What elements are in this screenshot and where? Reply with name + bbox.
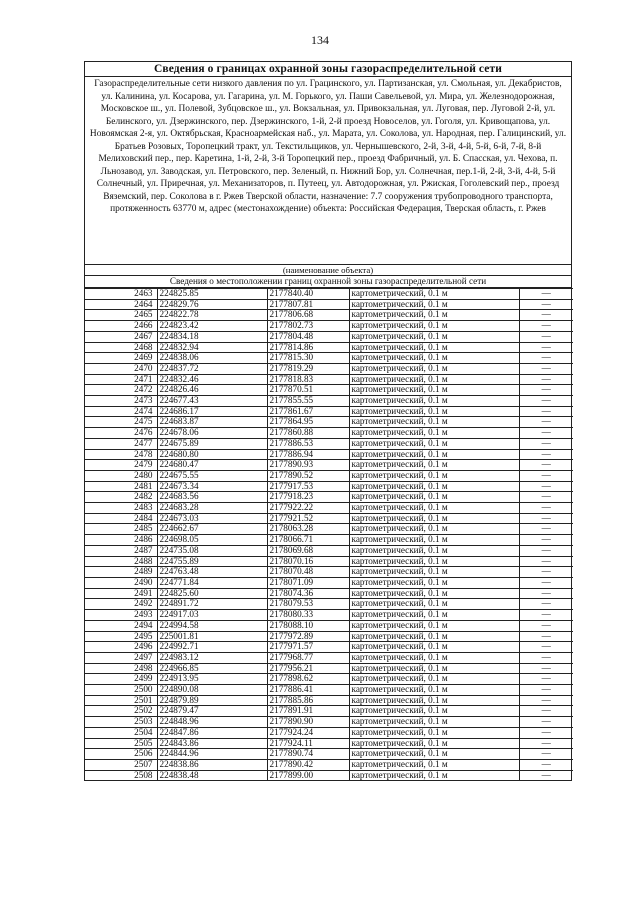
- location-subtitle: Сведения о местоположении границ охранной зоны газораспределительной сети: [85, 276, 571, 288]
- dash-cell: —: [519, 610, 573, 621]
- table-row: [85, 567, 573, 578]
- dash-cell: —: [519, 588, 573, 599]
- table-row: [85, 663, 573, 674]
- dash-cell: —: [519, 695, 573, 706]
- table-row: [85, 577, 573, 588]
- point-number: 2465: [85, 310, 157, 321]
- method-cell: картометрический, 0.1 м: [349, 535, 519, 546]
- point-number: 2466: [85, 321, 157, 332]
- method-cell: картометрический, 0.1 м: [349, 759, 519, 770]
- dash-cell: —: [519, 299, 573, 310]
- coord-y: 2177802.73: [267, 321, 349, 332]
- point-number: 2495: [85, 631, 157, 642]
- dash-cell: —: [519, 631, 573, 642]
- coord-x: 224675.55: [157, 470, 267, 481]
- dash-cell: —: [519, 738, 573, 749]
- dash-cell: —: [519, 310, 573, 321]
- point-number: 2468: [85, 342, 157, 353]
- table-row: [85, 717, 573, 728]
- table-row: [85, 706, 573, 717]
- coord-y: 2177891.91: [267, 706, 349, 717]
- coord-y: 2177886.53: [267, 438, 349, 449]
- method-cell: картометрический, 0.1 м: [349, 374, 519, 385]
- method-cell: картометрический, 0.1 м: [349, 706, 519, 717]
- point-number: 2498: [85, 663, 157, 674]
- method-cell: картометрический, 0.1 м: [349, 310, 519, 321]
- method-cell: картометрический, 0.1 м: [349, 717, 519, 728]
- coord-x: 224847.86: [157, 727, 267, 738]
- coord-x: 224879.89: [157, 695, 267, 706]
- dash-cell: —: [519, 759, 573, 770]
- point-number: 2479: [85, 460, 157, 471]
- dash-cell: —: [519, 545, 573, 556]
- dash-cell: —: [519, 749, 573, 760]
- table-row: [85, 299, 573, 310]
- coord-y: 2177956.21: [267, 663, 349, 674]
- table-row: [85, 289, 573, 300]
- coord-y: 2177840.40: [267, 289, 349, 300]
- coord-y: 2177819.29: [267, 363, 349, 374]
- coord-y: 2177898.62: [267, 674, 349, 685]
- table-row: [85, 331, 573, 342]
- table-row: [85, 685, 573, 696]
- table-row: [85, 310, 573, 321]
- table-row: [85, 481, 573, 492]
- table-row: [85, 599, 573, 610]
- point-number: 2503: [85, 717, 157, 728]
- dash-cell: —: [519, 438, 573, 449]
- table-row: [85, 642, 573, 653]
- table-row: [85, 321, 573, 332]
- point-number: 2491: [85, 588, 157, 599]
- coord-y: 2177924.24: [267, 727, 349, 738]
- dash-cell: —: [519, 503, 573, 514]
- table-row: [85, 385, 573, 396]
- coordinates-table-body: [85, 289, 573, 781]
- point-number: 2485: [85, 524, 157, 535]
- coord-y: 2177818.83: [267, 374, 349, 385]
- method-cell: картометрический, 0.1 м: [349, 567, 519, 578]
- point-number: 2505: [85, 738, 157, 749]
- dash-cell: —: [519, 717, 573, 728]
- point-number: 2477: [85, 438, 157, 449]
- table-row: [85, 363, 573, 374]
- method-cell: картометрический, 0.1 м: [349, 588, 519, 599]
- coord-y: 2177890.74: [267, 749, 349, 760]
- point-number: 2487: [85, 545, 157, 556]
- method-cell: картометрический, 0.1 м: [349, 503, 519, 514]
- coord-x: 224879.47: [157, 706, 267, 717]
- point-number: 2463: [85, 289, 157, 300]
- table-row: [85, 503, 573, 514]
- coord-x: 224966.85: [157, 663, 267, 674]
- table-row: [85, 513, 573, 524]
- table-row: [85, 428, 573, 439]
- coord-x: 224673.03: [157, 513, 267, 524]
- point-number: 2464: [85, 299, 157, 310]
- dash-cell: —: [519, 481, 573, 492]
- method-cell: картометрический, 0.1 м: [349, 470, 519, 481]
- coord-x: 224735.08: [157, 545, 267, 556]
- coord-y: 2177860.88: [267, 428, 349, 439]
- dash-cell: —: [519, 577, 573, 588]
- coord-x: 224662.67: [157, 524, 267, 535]
- dash-cell: —: [519, 428, 573, 439]
- point-number: 2502: [85, 706, 157, 717]
- coord-x: 224917.03: [157, 610, 267, 621]
- coord-x: 224832.46: [157, 374, 267, 385]
- point-number: 2504: [85, 727, 157, 738]
- coord-y: 2178070.16: [267, 556, 349, 567]
- method-cell: картометрический, 0.1 м: [349, 652, 519, 663]
- coord-y: 2178069.68: [267, 545, 349, 556]
- dash-cell: —: [519, 663, 573, 674]
- coord-y: 2178063.28: [267, 524, 349, 535]
- table-row: [85, 588, 573, 599]
- dash-cell: —: [519, 513, 573, 524]
- dash-cell: —: [519, 449, 573, 460]
- coord-x: 224983.12: [157, 652, 267, 663]
- table-row: [85, 620, 573, 631]
- coord-x: 224838.06: [157, 353, 267, 364]
- coord-y: 2177924.11: [267, 738, 349, 749]
- page-number: 134: [311, 33, 329, 47]
- point-number: 2478: [85, 449, 157, 460]
- coord-x: 224763.48: [157, 567, 267, 578]
- coord-y: 2177870.51: [267, 385, 349, 396]
- dash-cell: —: [519, 321, 573, 332]
- coord-y: 2177899.00: [267, 770, 349, 780]
- point-number: 2488: [85, 556, 157, 567]
- table-row: [85, 749, 573, 760]
- dash-cell: —: [519, 289, 573, 300]
- coord-y: 2178070.48: [267, 567, 349, 578]
- method-cell: картометрический, 0.1 м: [349, 695, 519, 706]
- method-cell: картометрический, 0.1 м: [349, 545, 519, 556]
- method-cell: картометрический, 0.1 м: [349, 513, 519, 524]
- dash-cell: —: [519, 396, 573, 407]
- point-number: 2486: [85, 535, 157, 546]
- coord-x: 224848.96: [157, 717, 267, 728]
- dash-cell: —: [519, 652, 573, 663]
- point-number: 2501: [85, 695, 157, 706]
- dash-cell: —: [519, 674, 573, 685]
- table-row: [85, 396, 573, 407]
- point-number: 2470: [85, 363, 157, 374]
- dash-cell: —: [519, 642, 573, 653]
- method-cell: картометрический, 0.1 м: [349, 577, 519, 588]
- coord-y: 2177890.52: [267, 470, 349, 481]
- boundary-document: [84, 61, 572, 781]
- coord-y: 2177807.81: [267, 299, 349, 310]
- coord-y: 2177890.90: [267, 717, 349, 728]
- dash-cell: —: [519, 353, 573, 364]
- coord-y: 2177855.55: [267, 396, 349, 407]
- table-row: [85, 417, 573, 428]
- method-cell: картометрический, 0.1 м: [349, 385, 519, 396]
- method-cell: картометрический, 0.1 м: [349, 406, 519, 417]
- point-number: 2500: [85, 685, 157, 696]
- table-row: [85, 353, 573, 364]
- method-cell: картометрический, 0.1 м: [349, 642, 519, 653]
- dash-cell: —: [519, 417, 573, 428]
- document-title: Сведения о границах охранной зоны газораспределительной сети: [85, 62, 571, 77]
- point-number: 2474: [85, 406, 157, 417]
- coord-y: 2177968.77: [267, 652, 349, 663]
- table-row: [85, 342, 573, 353]
- dash-cell: —: [519, 492, 573, 503]
- table-row: [85, 460, 573, 471]
- dash-cell: —: [519, 460, 573, 471]
- table-row: [85, 727, 573, 738]
- coord-y: 2177922.22: [267, 503, 349, 514]
- coord-y: 2177972.89: [267, 631, 349, 642]
- coord-x: 224680.80: [157, 449, 267, 460]
- method-cell: картометрический, 0.1 м: [349, 685, 519, 696]
- point-number: 2492: [85, 599, 157, 610]
- coord-x: 224838.48: [157, 770, 267, 780]
- table-row: [85, 545, 573, 556]
- method-cell: картометрический, 0.1 м: [349, 321, 519, 332]
- object-name-caption: (наименование объекта): [85, 265, 571, 276]
- coord-x: 224832.94: [157, 342, 267, 353]
- table-row: [85, 470, 573, 481]
- dash-cell: —: [519, 599, 573, 610]
- coord-y: 2177971.57: [267, 642, 349, 653]
- coord-x: 224891.72: [157, 599, 267, 610]
- table-row: [85, 770, 573, 780]
- point-number: 2483: [85, 503, 157, 514]
- point-number: 2490: [85, 577, 157, 588]
- table-row: [85, 556, 573, 567]
- point-number: 2496: [85, 642, 157, 653]
- table-row: [85, 374, 573, 385]
- coord-y: 2177921.52: [267, 513, 349, 524]
- coord-x: 224675.89: [157, 438, 267, 449]
- coord-x: 224680.47: [157, 460, 267, 471]
- method-cell: картометрический, 0.1 м: [349, 353, 519, 364]
- point-number: 2473: [85, 396, 157, 407]
- dash-cell: —: [519, 524, 573, 535]
- point-number: 2497: [85, 652, 157, 663]
- table-row: [85, 674, 573, 685]
- method-cell: картометрический, 0.1 м: [349, 556, 519, 567]
- point-number: 2494: [85, 620, 157, 631]
- coord-x: 224843.86: [157, 738, 267, 749]
- table-row: [85, 652, 573, 663]
- coord-x: 224992.71: [157, 642, 267, 653]
- coord-x: 224825.60: [157, 588, 267, 599]
- point-number: 2506: [85, 749, 157, 760]
- coord-y: 2177804.48: [267, 331, 349, 342]
- method-cell: картометрический, 0.1 м: [349, 770, 519, 780]
- method-cell: картометрический, 0.1 м: [349, 738, 519, 749]
- coord-x: 224683.87: [157, 417, 267, 428]
- coord-y: 2177890.93: [267, 460, 349, 471]
- method-cell: картометрический, 0.1 м: [349, 449, 519, 460]
- point-number: 2493: [85, 610, 157, 621]
- table-row: [85, 738, 573, 749]
- dash-cell: —: [519, 685, 573, 696]
- dash-cell: —: [519, 770, 573, 780]
- coord-x: 224838.86: [157, 759, 267, 770]
- method-cell: картометрический, 0.1 м: [349, 396, 519, 407]
- coord-y: 2177815.30: [267, 353, 349, 364]
- method-cell: картометрический, 0.1 м: [349, 492, 519, 503]
- coord-y: 2177885.86: [267, 695, 349, 706]
- coord-x: 225001.81: [157, 631, 267, 642]
- method-cell: картометрический, 0.1 м: [349, 331, 519, 342]
- dash-cell: —: [519, 374, 573, 385]
- table-row: [85, 449, 573, 460]
- method-cell: картометрический, 0.1 м: [349, 610, 519, 621]
- point-number: 2481: [85, 481, 157, 492]
- coord-x: 224686.17: [157, 406, 267, 417]
- dash-cell: —: [519, 620, 573, 631]
- method-cell: картометрический, 0.1 м: [349, 417, 519, 428]
- dash-cell: —: [519, 342, 573, 353]
- table-row: [85, 631, 573, 642]
- coord-y: 2178066.71: [267, 535, 349, 546]
- method-cell: картометрический, 0.1 м: [349, 299, 519, 310]
- method-cell: картометрический, 0.1 м: [349, 599, 519, 610]
- coord-x: 224678.06: [157, 428, 267, 439]
- table-row: [85, 535, 573, 546]
- method-cell: картометрический, 0.1 м: [349, 460, 519, 471]
- coord-x: 224837.72: [157, 363, 267, 374]
- coord-y: 2177861.67: [267, 406, 349, 417]
- point-number: 2507: [85, 759, 157, 770]
- dash-cell: —: [519, 331, 573, 342]
- point-number: 2508: [85, 770, 157, 780]
- coord-x: 224673.34: [157, 481, 267, 492]
- table-row: [85, 610, 573, 621]
- coord-y: 2177864.95: [267, 417, 349, 428]
- dash-cell: —: [519, 385, 573, 396]
- point-number: 2471: [85, 374, 157, 385]
- point-number: 2489: [85, 567, 157, 578]
- method-cell: картометрический, 0.1 м: [349, 481, 519, 492]
- dash-cell: —: [519, 556, 573, 567]
- coord-x: 224890.08: [157, 685, 267, 696]
- coord-y: 2177814.86: [267, 342, 349, 353]
- table-row: [85, 695, 573, 706]
- point-number: 2469: [85, 353, 157, 364]
- method-cell: картометрический, 0.1 м: [349, 289, 519, 300]
- method-cell: картометрический, 0.1 м: [349, 620, 519, 631]
- point-number: 2482: [85, 492, 157, 503]
- method-cell: картометрический, 0.1 м: [349, 663, 519, 674]
- coord-x: 224823.42: [157, 321, 267, 332]
- coord-y: 2178071.09: [267, 577, 349, 588]
- point-number: 2472: [85, 385, 157, 396]
- coord-x: 224822.78: [157, 310, 267, 321]
- point-number: 2480: [85, 470, 157, 481]
- coord-x: 224844.96: [157, 749, 267, 760]
- coord-y: 2177806.68: [267, 310, 349, 321]
- dash-cell: —: [519, 567, 573, 578]
- coord-y: 2177917.53: [267, 481, 349, 492]
- coord-x: 224994.58: [157, 620, 267, 631]
- coord-x: 224829.76: [157, 299, 267, 310]
- coord-y: 2178088.10: [267, 620, 349, 631]
- method-cell: картометрический, 0.1 м: [349, 438, 519, 449]
- method-cell: картометрический, 0.1 м: [349, 363, 519, 374]
- coord-x: 224771.84: [157, 577, 267, 588]
- coord-y: 2178079.53: [267, 599, 349, 610]
- method-cell: картометрический, 0.1 м: [349, 674, 519, 685]
- point-number: 2499: [85, 674, 157, 685]
- coord-x: 224677.43: [157, 396, 267, 407]
- coord-y: 2177890.42: [267, 759, 349, 770]
- method-cell: картометрический, 0.1 м: [349, 749, 519, 760]
- table-row: [85, 492, 573, 503]
- method-cell: картометрический, 0.1 м: [349, 631, 519, 642]
- dash-cell: —: [519, 706, 573, 717]
- coord-x: 224826.46: [157, 385, 267, 396]
- point-number: 2476: [85, 428, 157, 439]
- coord-y: 2178080.33: [267, 610, 349, 621]
- coord-x: 224698.05: [157, 535, 267, 546]
- table-row: [85, 406, 573, 417]
- coord-x: 224825.85: [157, 289, 267, 300]
- coord-x: 224913.95: [157, 674, 267, 685]
- point-number: 2484: [85, 513, 157, 524]
- coord-y: 2177886.94: [267, 449, 349, 460]
- dash-cell: —: [519, 363, 573, 374]
- dash-cell: —: [519, 470, 573, 481]
- point-number: 2467: [85, 331, 157, 342]
- dash-cell: —: [519, 727, 573, 738]
- dash-cell: —: [519, 535, 573, 546]
- coord-x: 224683.56: [157, 492, 267, 503]
- method-cell: картометрический, 0.1 м: [349, 428, 519, 439]
- coord-x: 224755.89: [157, 556, 267, 567]
- table-row: [85, 524, 573, 535]
- method-cell: картометрический, 0.1 м: [349, 342, 519, 353]
- coordinates-table: [85, 288, 573, 780]
- method-cell: картометрический, 0.1 м: [349, 524, 519, 535]
- coord-y: 2177918.23: [267, 492, 349, 503]
- coord-x: 224683.28: [157, 503, 267, 514]
- dash-cell: —: [519, 406, 573, 417]
- coord-y: 2178074.36: [267, 588, 349, 599]
- point-number: 2475: [85, 417, 157, 428]
- table-row: [85, 759, 573, 770]
- coord-y: 2177886.41: [267, 685, 349, 696]
- method-cell: картометрический, 0.1 м: [349, 727, 519, 738]
- coord-x: 224834.18: [157, 331, 267, 342]
- table-row: [85, 438, 573, 449]
- object-description: Газораспределительные сети низкого давления по ул. Грацинского, ул. Партизанская, ул. Смольная, ул. Декабристов, ул. Калинина, ул. Косарова, ул. Гагарина, ул. М. Горького, ул. Паши Савельевой, ул. Мира, ул. Железнодорожная, Московское ш., ул. Полевой, Зубцовское ш., ул. Вокзальная, ул. Привокзальная, ул. Луговая, пер. Луговой 2-й, ул. Белинского, ул. Дзержинского, пер. Дзержинского, 1-й, 2-й проезд Новоселов, ул. Гоголя, ул. Кривощапова, ул. Новоямская 2-я, ул. Октябрьская, Красноармейская наб., ул. Марата, ул. Соколова, ул. Народная, пер. Галицинский, ул. Братьев Розовых, Торопецкий тракт, ул. Текстильщиков, ул. Чернышевского, 2-й, 3-й, 4-й, 5-й, 6-й, 7-й, 8-й Мелиховский пер., пер. Каретина, 1-й, 2-й, 3-й Торопецкий пер., проезд Фабричный, ул. Б. Спасская, ул. Чехова, п. Льнозавод, ул. Заводская, ул. Петровского, пер. Зеленый, п. Нижний Бор, ул. Солнечная, пер.1-й, 2-й, 3-й, 4-й, 5-й Солнечный, ул. Приречная, ул. Механизаторов, п. Путеец, ул. Автодорожная, ул. Ржиская, Гоголевский пер., проезд Вяземский, пер. Соколова в г. Ржев Тверской области, назначение: 7.7 сооружения трубопроводного транспорта, протяженность 63770 м, адрес (местонахождение) объекта: Российская Федерация, Тверская область, г. Ржев: [85, 77, 571, 265]
